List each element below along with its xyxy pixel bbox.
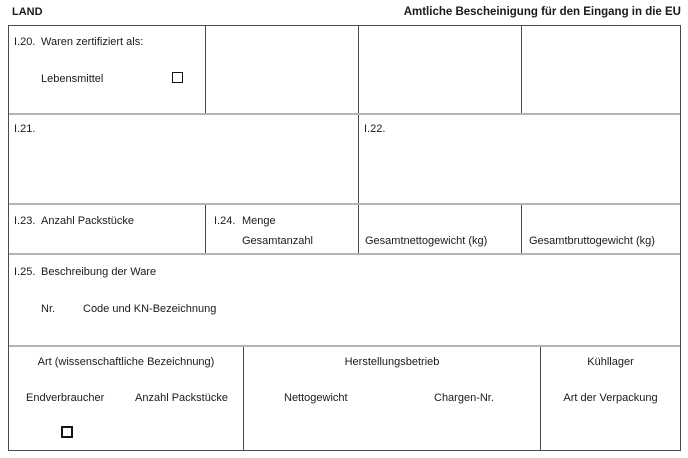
cell-i20	[9, 26, 206, 113]
cell-i24	[206, 205, 359, 253]
i24-total-count-label: Gesamtanzahl	[242, 235, 313, 247]
i24-label: Menge	[242, 215, 276, 227]
row-i20	[9, 26, 680, 115]
manufacturer-header: Herstellungsbetrieb	[344, 356, 440, 368]
packaging-type-label: Art der Verpackung	[563, 392, 658, 404]
packages-count-label: Anzahl Packstücke	[135, 392, 228, 404]
cell-i20-blank-1	[206, 26, 359, 113]
i25-nr-label: Nr.	[41, 303, 56, 315]
cell-i22	[359, 115, 680, 203]
i25-label: Beschreibung der Ware	[41, 266, 157, 278]
certificate-form-table	[8, 25, 681, 451]
cell-i25	[9, 255, 680, 345]
i20-number: I.20.	[14, 36, 36, 48]
i23-number: I.23.	[14, 215, 36, 227]
country-label: LAND	[12, 6, 43, 18]
row-goods-detail	[9, 347, 680, 450]
cold-store-header: Kühllager	[587, 356, 634, 368]
end-consumer-checkbox[interactable]	[61, 426, 73, 438]
i24-number: I.24.	[214, 215, 236, 227]
cell-net-total-weight	[359, 205, 522, 253]
i25-number: I.25.	[14, 266, 36, 278]
cell-species	[9, 347, 244, 450]
end-consumer-label: Endverbraucher	[26, 392, 105, 404]
row-i25	[9, 255, 680, 347]
i25-code-label: Code und KN-Bezeichnung	[83, 303, 217, 315]
row-i23-i24	[9, 205, 680, 255]
cell-i20-blank-3	[522, 26, 680, 113]
cell-i23	[9, 205, 206, 253]
i21-number: I.21.	[14, 123, 36, 135]
lebensmittel-checkbox[interactable]	[172, 72, 183, 83]
cell-cold-store	[541, 347, 680, 450]
cell-gross-total-weight	[522, 205, 680, 253]
i23-label: Anzahl Packstücke	[41, 215, 134, 227]
net-total-weight-label: Gesamtnettogewicht (kg)	[365, 235, 488, 247]
page-title: Amtliche Bescheinigung für den Eingang in die EU	[403, 6, 681, 18]
batch-number-label: Chargen-Nr.	[434, 392, 494, 404]
cell-i21	[9, 115, 359, 203]
row-i21-i22	[9, 115, 680, 205]
i20-label: Waren zertifiziert als:	[41, 36, 144, 48]
i20-option-lebensmittel-label: Lebensmittel	[41, 73, 104, 85]
gross-total-weight-label: Gesamtbruttogewicht (kg)	[529, 235, 655, 247]
i22-number: I.22.	[364, 123, 386, 135]
cell-i20-blank-2	[359, 26, 522, 113]
net-weight-label: Nettogewicht	[284, 392, 348, 404]
cell-manufacturer	[244, 347, 541, 450]
species-header: Art (wissenschaftliche Bezeichnung)	[37, 356, 215, 368]
